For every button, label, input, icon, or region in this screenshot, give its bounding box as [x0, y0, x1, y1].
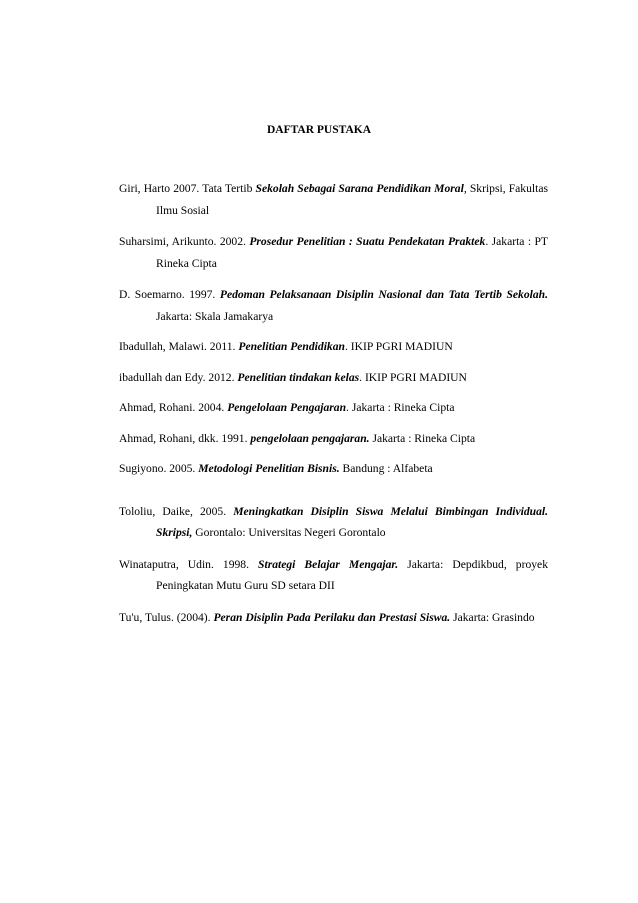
- page-title: DAFTAR PUSTAKA: [266, 124, 372, 136]
- reference-publisher: Jakarta: Grasindo: [450, 610, 535, 624]
- reference-entry: [119, 607, 548, 629]
- reference-publisher: Jakarta: Depdikbud, proyek Peningkatan Mutu Guru SD setara DII: [156, 557, 548, 592]
- reference-entry: [119, 178, 548, 221]
- reference-publisher: . IKIP PGRI MADIUN: [344, 340, 453, 353]
- reference-entry: [119, 554, 548, 597]
- reference-author-year: Ibadullah, Malawi. 2011.: [119, 340, 239, 353]
- reference-publisher: Jakarta: Skala Jamakarya: [156, 309, 274, 323]
- reference-entry: [119, 231, 548, 274]
- reference-entry: [119, 367, 548, 389]
- reference-publisher: . IKIP PGRI MADIUN: [359, 370, 467, 384]
- reference-publisher: Jakarta : Rineka Cipta: [369, 431, 476, 445]
- reference-author-year: D. Soemarno. 1997.: [119, 288, 220, 301]
- reference-entry: [119, 428, 548, 450]
- reference-entry: [119, 336, 548, 358]
- reference-author-year: Tu'u, Tulus. (2004).: [119, 610, 214, 624]
- reference-title: Strategi Belajar Mengajar.: [258, 557, 399, 571]
- reference-entry: [119, 501, 548, 544]
- reference-publisher: , Skripsi, Fakultas Ilmu Sosial: [156, 182, 548, 217]
- reference-author-year: Suharsimi, Arikunto. 2002.: [119, 235, 250, 248]
- reference-entry: [119, 397, 548, 419]
- reference-title: Prosedur Penelitian : Suatu Pendekatan Praktek: [249, 235, 486, 248]
- reference-author-year: Winataputra, Udin. 1998.: [119, 557, 259, 571]
- reference-publisher: Gorontalo: Universitas Negeri Gorontalo: [192, 526, 386, 539]
- reference-title: Peran Disiplin Pada Perilaku dan Prestasi Siswa.: [213, 610, 451, 624]
- reference-title: Pengelolaan Pengajaran: [227, 401, 347, 414]
- reference-title: Penelitian Pendidikan: [238, 340, 345, 353]
- reference-title: Meningkatkan Disiplin Siswa Melalui Bimbingan Individual. Skripsi,: [156, 504, 548, 539]
- reference-author-year: Giri, Harto 2007. Tata Tertib: [119, 182, 256, 195]
- reference-title: Pedoman Pelaksanaan Disiplin Nasional dan Tata Tertib Sekolah.: [219, 288, 548, 301]
- reference-title: pengelolaan pengajaran.: [250, 431, 370, 445]
- reference-title: Metodologi Penelitian Bisnis.: [198, 462, 340, 475]
- reference-author-year: Ahmad, Rohani, dkk. 1991.: [119, 431, 251, 445]
- reference-author-year: Ahmad, Rohani. 2004.: [119, 401, 228, 414]
- reference-publisher: Bandung : Alfabeta: [339, 462, 433, 475]
- reference-title: Penelitian tindakan kelas: [237, 370, 360, 384]
- reference-entry: [119, 458, 548, 480]
- reference-publisher: . Jakarta : PT Rineka Cipta: [156, 235, 548, 270]
- reference-author-year: Tololiu, Daike, 2005.: [119, 504, 234, 518]
- reference-list: [119, 178, 548, 628]
- reference-title: Sekolah Sebagai Sarana Pendidikan Moral: [255, 182, 464, 195]
- reference-author-year: Sugiyono. 2005.: [119, 462, 199, 475]
- reference-author-year: ibadullah dan Edy. 2012.: [119, 370, 238, 384]
- reference-entry: [119, 284, 548, 327]
- reference-publisher: . Jakarta : Rineka Cipta: [346, 401, 455, 414]
